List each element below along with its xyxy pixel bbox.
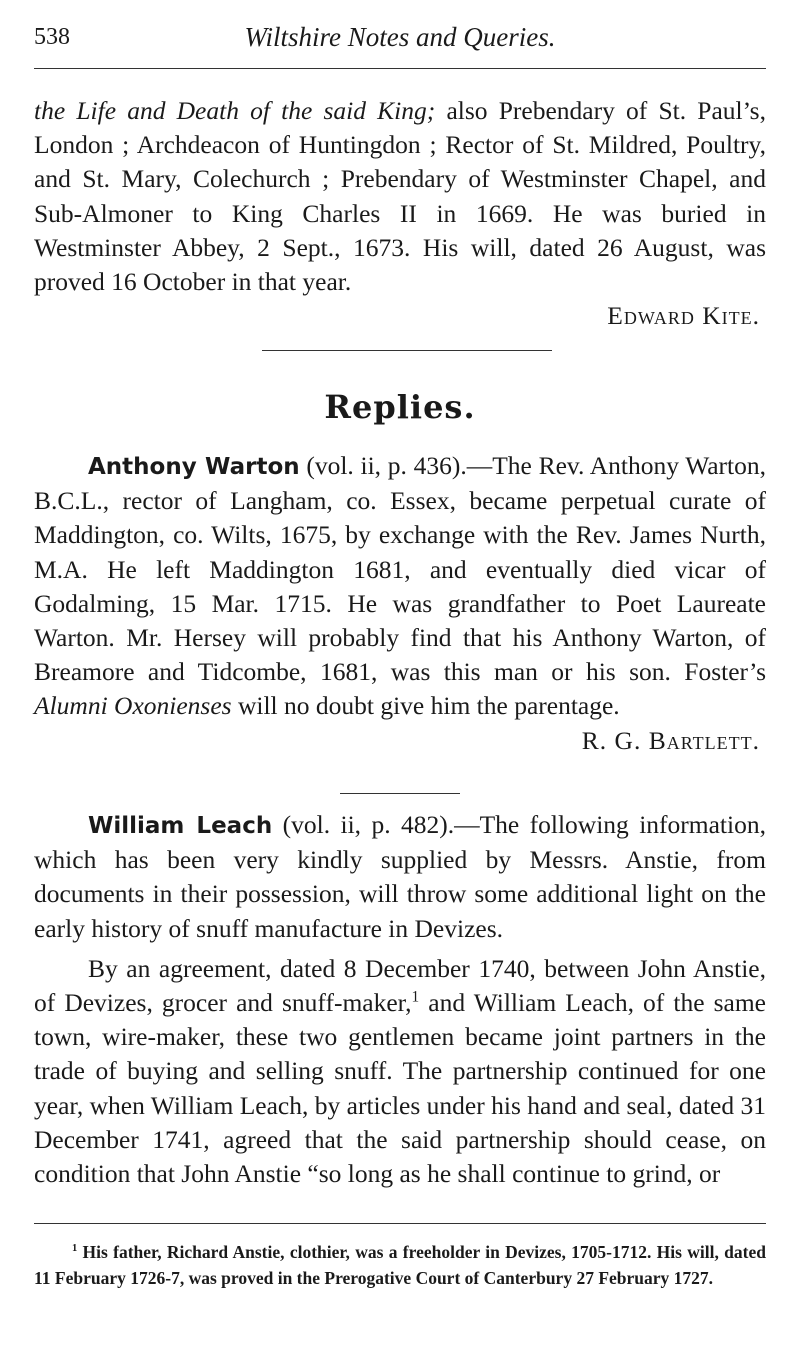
reply-reference: (vol. ii, p. 436).— — [299, 451, 493, 480]
reply-heading: William Leach — [88, 813, 273, 839]
signature-bartlett: R. G. Bartlett. — [581, 725, 760, 755]
reply-william-leach — [34, 808, 766, 1191]
reply-text: The Rev. Anthony Warton, B.C.L., rector of Langham, co. Essex, became perpetual curate of Maddington, co. Wilts, 1675, by exchange with the Rev. James Nurth, M.A. He left Maddington 1681, and eventually died vicar of Godalming, 15 Mar. 1715. He was grandfather to Poet Laureate Warton. Mr. Hersey will probably find that his Anthony Warton, of Breamore and Tidcombe, 1681, was this man or his son. Foster’s — [34, 451, 766, 687]
page-header — [34, 18, 766, 58]
reply-text: The following information, which has been very kindly supplied by Messrs. Anstie, from documents in their possession, will throw some additional light on the early history of snuff manufacture in Devizes. — [34, 810, 766, 943]
footnote-marker: 1 — [411, 988, 420, 1006]
footnote-text: His father, Richard Anstie, clothier, was a freeholder in Devizes, 1705-1712. His will, dated 11 February 1726-7, was proved in the Prerogative Court of Canterbury 27 February 1727. — [34, 1242, 766, 1288]
footnote-rule — [34, 1223, 766, 1224]
reply-reference: (vol. ii, p. 482).— — [272, 810, 480, 839]
header-rule — [34, 68, 766, 69]
reply-paragraph — [34, 808, 766, 946]
running-title: Wiltshire Notes and Queries. — [244, 22, 556, 52]
para-text-cont: and William Leach, of the same town, wire-maker, these two gentlemen became joint partners in the trade of buying and selling snuff. The partnership continued for one year, when William Leach, by articles under his hand and seal, dated 31 December 1741, agreed that the said partnership should cease, on condition that John Anstie “so long as he shall continue to grind, or — [34, 988, 767, 1189]
signature-kite: Edward Kite. — [607, 301, 760, 331]
italic-lead: the Life and Death of the said King; — [34, 96, 436, 125]
section-divider — [262, 350, 552, 351]
reply-anthony-warton — [34, 449, 766, 758]
continued-text: also Prebendary of St. Paul’s, London ; Archdeacon of Huntingdon ; Rector of St. Mildred, Poultry, and St. Mary, Colechurch ; Prebendary of Westminster Chapel, and Sub-Almoner to King Charles II in 1669. He was buried in Westminster Abbey, 2 Sept., 1673. His will, dated 26 August, was proved 16 October in that year. — [34, 96, 766, 297]
footnote — [34, 1239, 766, 1291]
footnote-mark: 1 — [72, 1243, 78, 1255]
reply-text-end: will no doubt give him the parentage. — [231, 691, 620, 721]
para-text: By an agreement, dated 8 December 1740, between John Anstie, of Devizes, grocer and snuff-maker, — [34, 953, 766, 1018]
reply-paragraph — [34, 449, 766, 724]
continued-paragraph — [34, 94, 766, 299]
footnote-paragraph — [34, 1239, 766, 1291]
continued-entry — [34, 94, 766, 333]
reply-heading: Anthony Warton — [88, 454, 300, 480]
section-heading: Replies. — [324, 388, 476, 426]
italic-title: Alumni Oxonienses — [34, 691, 232, 721]
page-number: 538 — [34, 24, 70, 50]
reply-divider — [340, 793, 460, 794]
reply-paragraph-2 — [34, 952, 766, 1191]
